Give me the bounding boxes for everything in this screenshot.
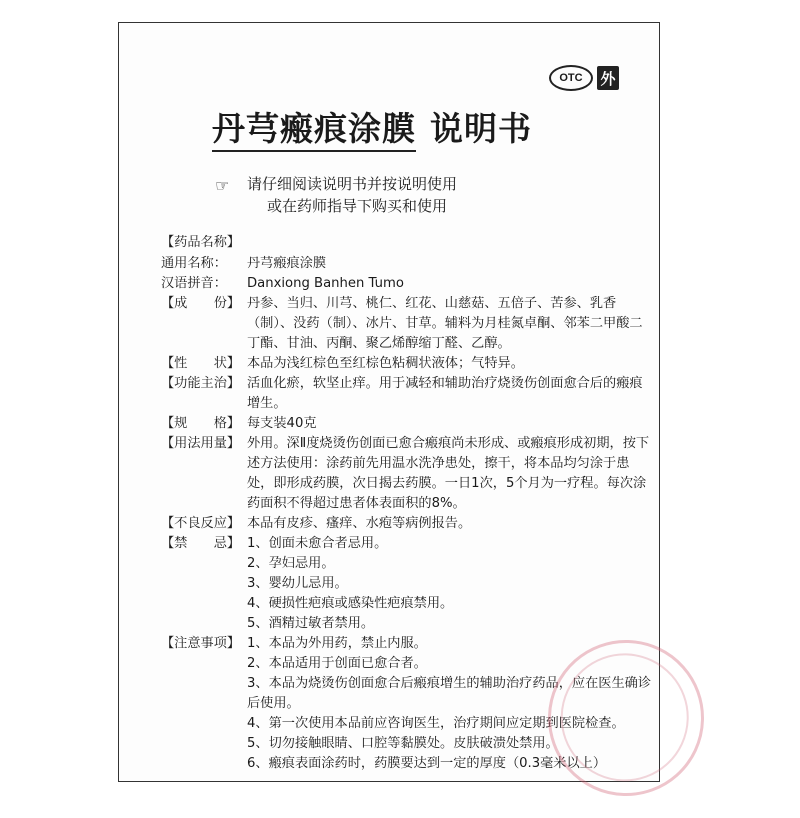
pinyin-label: 汉语拼音： [161, 276, 227, 291]
pointing-hand-icon: ☞ [215, 176, 230, 195]
otc-badge: OTC [549, 65, 593, 91]
list-item: 2、本品适用于创面已愈合者。 [247, 656, 427, 671]
spec-label: 【规 格】 [161, 416, 241, 431]
list-item: 6、瘢痕表面涂药时，药膜要达到一定的厚度（0.3毫米以上） [247, 756, 607, 771]
list-item: 2、孕妇忌用。 [247, 556, 335, 571]
list-item: 1、创面未愈合者忌用。 [247, 536, 388, 551]
notice-line-2: 或在药师指导下购买和使用 [267, 197, 448, 215]
character-value: 本品为浅红棕色至红棕色粘稠状液体；气特异。 [247, 356, 524, 371]
drug-name-header: 【药品名称】 [161, 235, 241, 250]
indications-value: 活血化瘀，软坚止痒。用于减轻和辅助治疗烧烫伤创面愈合后的瘢痕增生。 [247, 376, 643, 411]
generic-name-label: 通用名称： [161, 256, 227, 271]
pinyin-value: Danxiong Banhen Tumo [247, 276, 404, 291]
list-item: 4、硬损性疤痕或感染性疤痕禁用。 [247, 596, 454, 611]
spec-row [161, 414, 651, 434]
usage-value: 外用。深Ⅱ度烧烫伤创面已愈合瘢痕尚未形成、或瘢痕形成初期，按下述方法使用：涂药前先用温水洗净患处，擦干，将本品均匀涂于患处，即形成药膜，次日揭去药膜。一日1次，5个月为一疗程。每次涂药面积不得超过患者体表面积的8%。 [247, 436, 650, 511]
usage-row [161, 434, 651, 514]
title-main: 丹芎瘢痕涂膜 [212, 109, 416, 152]
indications-label: 【功能主治】 [161, 376, 241, 391]
list-item: 1、本品为外用药，禁止内服。 [247, 636, 427, 651]
contraindications-list [247, 534, 651, 634]
ingredients-row [161, 294, 651, 354]
list-item: 3、本品为烧烫伤创面愈合后瘢痕增生的辅助治疗药品，应在医生确诊后使用。 [247, 676, 652, 711]
badge-group [549, 65, 619, 91]
list-item: 5、切勿接触眼睛、口腔等黏膜处。皮肤破溃处禁用。 [247, 736, 559, 751]
ingredients-value: 丹参、当归、川芎、桃仁、红花、山慈菇、五倍子、苦参、乳香（制）、没药（制）、冰片、甘草。辅料为月桂氮卓酮、邻苯二甲酸二丁酯、甘油、丙酮、聚乙烯醇缩丁醛、乙醇。 [247, 296, 643, 351]
notice-line-1: 请仔细阅读说明书并按说明使用 [247, 175, 458, 193]
adverse-value: 本品有皮疹、瘙痒、水疱等病例报告。 [247, 516, 472, 531]
list-item: 5、酒精过敏者禁用。 [247, 616, 375, 631]
document-title [212, 103, 532, 150]
precautions-label: 【注意事项】 [161, 636, 241, 651]
ingredients-label: 【成 份】 [161, 296, 241, 311]
usage-notice [215, 173, 458, 217]
spec-value: 每支装40克 [247, 416, 317, 431]
contraindications-row [161, 534, 651, 634]
indications-row [161, 374, 651, 414]
adverse-label: 【不良反应】 [161, 516, 241, 531]
list-item: 3、婴幼儿忌用。 [247, 576, 348, 591]
character-label: 【性 状】 [161, 356, 241, 371]
pinyin-row [161, 274, 651, 294]
external-use-badge: 外 [597, 66, 619, 90]
character-row [161, 354, 651, 374]
contraindications-label: 【禁 忌】 [161, 536, 241, 551]
list-item: 4、第一次使用本品前应咨询医生，治疗期间应定期到医院检查。 [247, 716, 625, 731]
generic-name-row [161, 254, 651, 274]
usage-label: 【用法用量】 [161, 436, 241, 451]
generic-name-value: 丹芎瘢痕涂膜 [247, 256, 327, 271]
title-sub: 说明书 [430, 109, 532, 148]
adverse-row [161, 514, 651, 534]
